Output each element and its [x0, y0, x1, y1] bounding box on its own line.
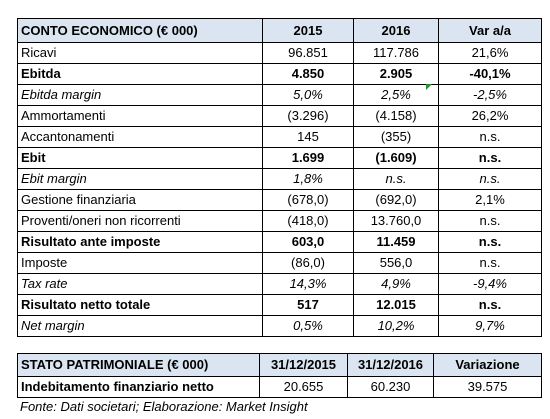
income-statement-value-cell: 2,5%: [354, 85, 439, 106]
balance-sheet-table: [17, 353, 542, 398]
income-statement-row: [18, 85, 542, 106]
income-statement-row-label: Accantonamenti: [18, 127, 263, 148]
income-statement-value-cell: 117.786: [354, 43, 439, 64]
income-statement-value-cell: 1,8%: [263, 169, 354, 190]
income-statement-row-label: Ebit: [18, 148, 263, 169]
income-statement-row: [18, 211, 542, 232]
income-statement-value-cell: 145: [263, 127, 354, 148]
income-statement-value-cell: 1.699: [263, 148, 354, 169]
income-statement-value-cell: -40,1%: [439, 64, 542, 85]
income-statement-row: [18, 127, 542, 148]
income-statement-value-cell: (86,0): [263, 253, 354, 274]
income-statement-value-cell: 0,5%: [263, 316, 354, 337]
income-statement-column-header: 2016: [354, 19, 439, 43]
income-statement-value-cell: n.s.: [439, 253, 542, 274]
income-statement-value-cell: 4.850: [263, 64, 354, 85]
balance-sheet-row: [18, 377, 542, 398]
income-statement-row: [18, 253, 542, 274]
income-statement-row-label: Net margin: [18, 316, 263, 337]
income-statement-value-cell: 603,0: [263, 232, 354, 253]
income-statement-row: [18, 148, 542, 169]
income-statement-row: [18, 169, 542, 190]
income-statement-value-cell: -9,4%: [439, 274, 542, 295]
balance-sheet-value-cell: 60.230: [348, 377, 434, 398]
income-statement-value-cell: 13.760,0: [354, 211, 439, 232]
income-statement-value-cell: n.s.: [439, 127, 542, 148]
income-statement-header-row: [18, 19, 542, 43]
balance-sheet-row-label: Indebitamento finanziario netto: [18, 377, 260, 398]
income-statement-value-cell: 5,0%: [263, 85, 354, 106]
cell-comment-marker: [426, 84, 432, 90]
income-statement-value-cell: (418,0): [263, 211, 354, 232]
income-statement-value-cell: (1.609): [354, 148, 439, 169]
income-statement-value-cell: (692,0): [354, 190, 439, 211]
income-statement-value-cell: (678,0): [263, 190, 354, 211]
income-statement-value-cell: 21,6%: [439, 43, 542, 64]
income-statement-body: [18, 19, 542, 337]
income-statement-value-cell: 4,9%: [354, 274, 439, 295]
income-statement-value-cell: 96.851: [263, 43, 354, 64]
income-statement-row: [18, 64, 542, 85]
income-statement-row: [18, 316, 542, 337]
income-statement-row-label: Gestione finanziaria: [18, 190, 263, 211]
income-statement-row-label: Imposte: [18, 253, 263, 274]
income-statement-value-cell: 10,2%: [354, 316, 439, 337]
balance-sheet-body: [18, 354, 542, 398]
income-statement-value-cell: 2.905: [354, 64, 439, 85]
income-statement-value-cell: n.s.: [439, 169, 542, 190]
balance-sheet-header-row: [18, 354, 542, 377]
balance-sheet-value-cell: 20.655: [260, 377, 348, 398]
income-statement-row: [18, 106, 542, 127]
income-statement-value-cell: 14,3%: [263, 274, 354, 295]
income-statement-row-label: Risultato netto totale: [18, 295, 263, 316]
income-statement-row-label: Ebitda margin: [18, 85, 263, 106]
income-statement-value-cell: 2,1%: [439, 190, 542, 211]
income-statement-value-cell: (355): [354, 127, 439, 148]
income-statement-row-label: Risultato ante imposte: [18, 232, 263, 253]
income-statement-row-label: Ebit margin: [18, 169, 263, 190]
income-statement-value-cell: 12.015: [354, 295, 439, 316]
income-statement-column-header: 2015: [263, 19, 354, 43]
source-note: Fonte: Dati societari; Elaborazione: Market Insight: [20, 399, 308, 414]
income-statement-value-cell: 556,0: [354, 253, 439, 274]
income-statement-row-label: Ebitda: [18, 64, 263, 85]
income-statement-row: [18, 295, 542, 316]
income-statement-value-cell: (4.158): [354, 106, 439, 127]
income-statement-value-cell: 26,2%: [439, 106, 542, 127]
balance-sheet-column-header: 31/12/2016: [348, 354, 434, 377]
income-statement-row-label: Ricavi: [18, 43, 263, 64]
income-statement-value-cell: -2,5%: [439, 85, 542, 106]
income-statement-value-cell: 9,7%: [439, 316, 542, 337]
income-statement-row: [18, 190, 542, 211]
income-statement-value-cell: n.s.: [354, 169, 439, 190]
income-statement-row-label: Ammortamenti: [18, 106, 263, 127]
income-statement-title-cell: CONTO ECONOMICO (€ 000): [18, 19, 263, 43]
income-statement-value-cell: 517: [263, 295, 354, 316]
income-statement-row: [18, 43, 542, 64]
income-statement-column-header: Var a/a: [439, 19, 542, 43]
income-statement-table: [17, 18, 542, 337]
income-statement-row: [18, 274, 542, 295]
income-statement-value-cell: 11.459: [354, 232, 439, 253]
income-statement-value-cell: n.s.: [439, 295, 542, 316]
income-statement-value-cell: (3.296): [263, 106, 354, 127]
income-statement-value-cell: n.s.: [439, 148, 542, 169]
balance-sheet-column-header: 31/12/2015: [260, 354, 348, 377]
income-statement-row-label: Tax rate: [18, 274, 263, 295]
balance-sheet-value-cell: 39.575: [434, 377, 542, 398]
income-statement-row: [18, 232, 542, 253]
income-statement-value-cell: n.s.: [439, 211, 542, 232]
balance-sheet-column-header: Variazione: [434, 354, 542, 377]
income-statement-row-label: Proventi/oneri non ricorrenti: [18, 211, 263, 232]
income-statement-value-cell: n.s.: [439, 232, 542, 253]
balance-sheet-title-cell: STATO PATRIMONIALE (€ 000): [18, 354, 260, 377]
